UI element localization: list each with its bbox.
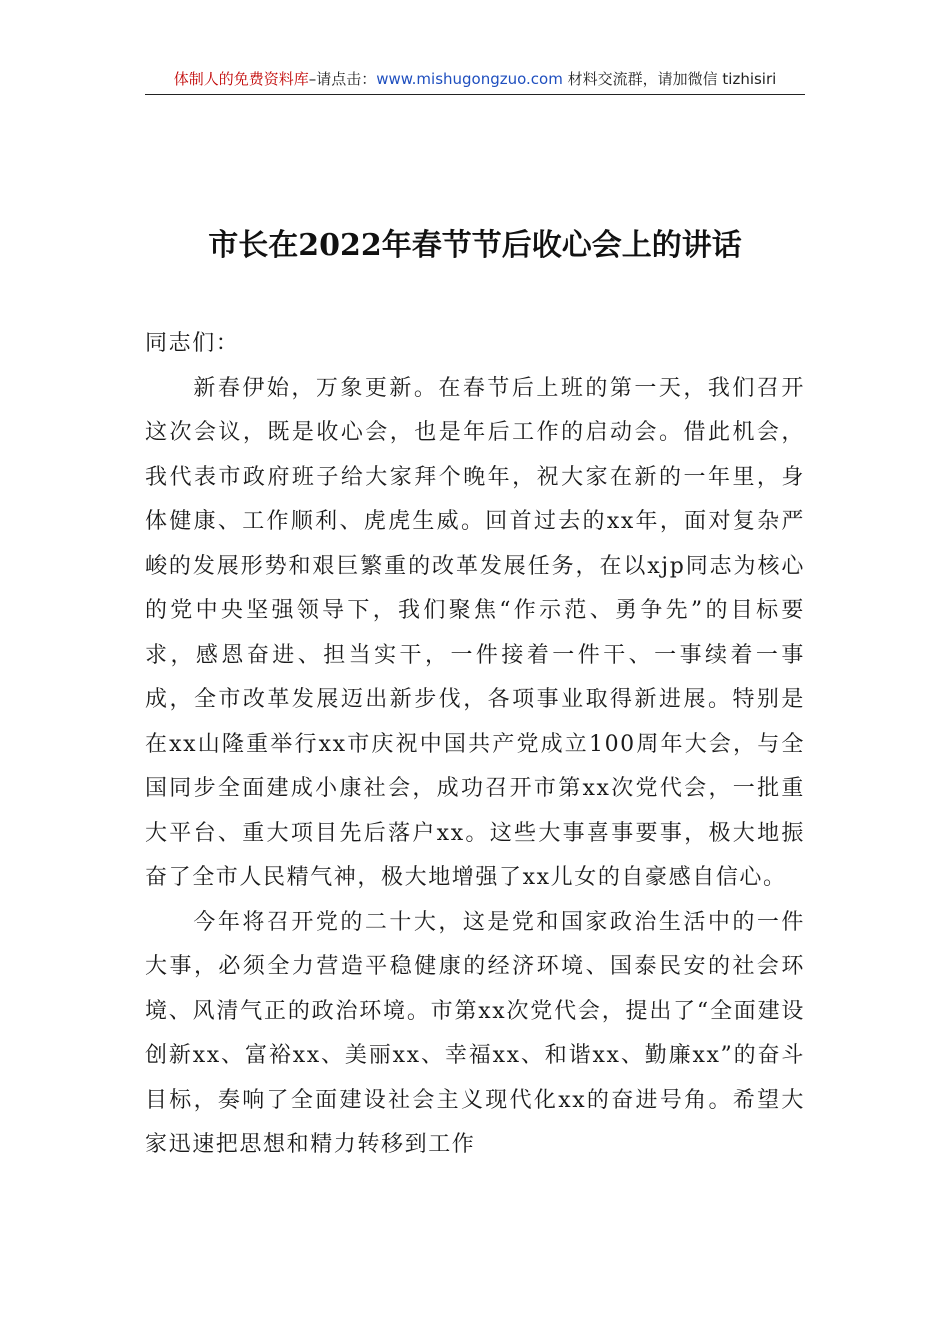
header-url-link[interactable]: www.mishugongzuo.com [376, 70, 563, 88]
header-prompt: –请点击： [308, 70, 377, 88]
document-title: 市长在2022年春节节后收心会上的讲话 [208, 228, 742, 263]
document-body [145, 322, 805, 1168]
paragraph-1: 新春伊始，万象更新。在春节后上班的第一天，我们召开这次会议，既是收心会，也是年后工作的启动会。借此机会，我代表市政府班子给大家拜个晚年，祝大家在新的一年里，身体健康、工作顺利、虎虎生威。回首过去的xx年，面对复杂严峻的发展形势和艰巨繁重的改革发展任务，在以xjp同志为核心的党中央坚强领导下，我们聚焦“作示范、勇争先”的目标要求，感恩奋进、担当实干，一件接着一件干、一事续着一事成，全市改革发展迈出新步伐，各项事业取得新进展。特别是在xx山隆重举行xx市庆祝中国共产党成立100周年大会，与全国同步全面建成小康社会，成功召开市第xx次党代会，一批重大平台、重大项目先后落户xx。这些大事喜事要事，极大地振奋了全市人民精气神，极大地增强了xx儿女的自豪感自信心。 [145, 375, 805, 890]
salutation: 同志们： [145, 331, 240, 356]
paragraph-2: 今年将召开党的二十大，这是党和国家政治生活中的一件大事，必须全力营造平稳健康的经济环境、国泰民安的社会环境、风清气正的政治环境。市第xx次党代会，提出了“全面建设创新xx、富裕xx、美丽xx、幸福xx、和谐xx、勤廉xx”的奋斗目标，奏响了全面建设社会主义现代化xx的奋进号角。希望大家迅速把思想和精力转移到工作 [145, 909, 805, 1157]
header-contact: 材料交流群，请加微信 tizhisiri [562, 70, 777, 88]
library-label: 体制人的免费资料库 [173, 70, 309, 88]
page-header [145, 66, 805, 95]
